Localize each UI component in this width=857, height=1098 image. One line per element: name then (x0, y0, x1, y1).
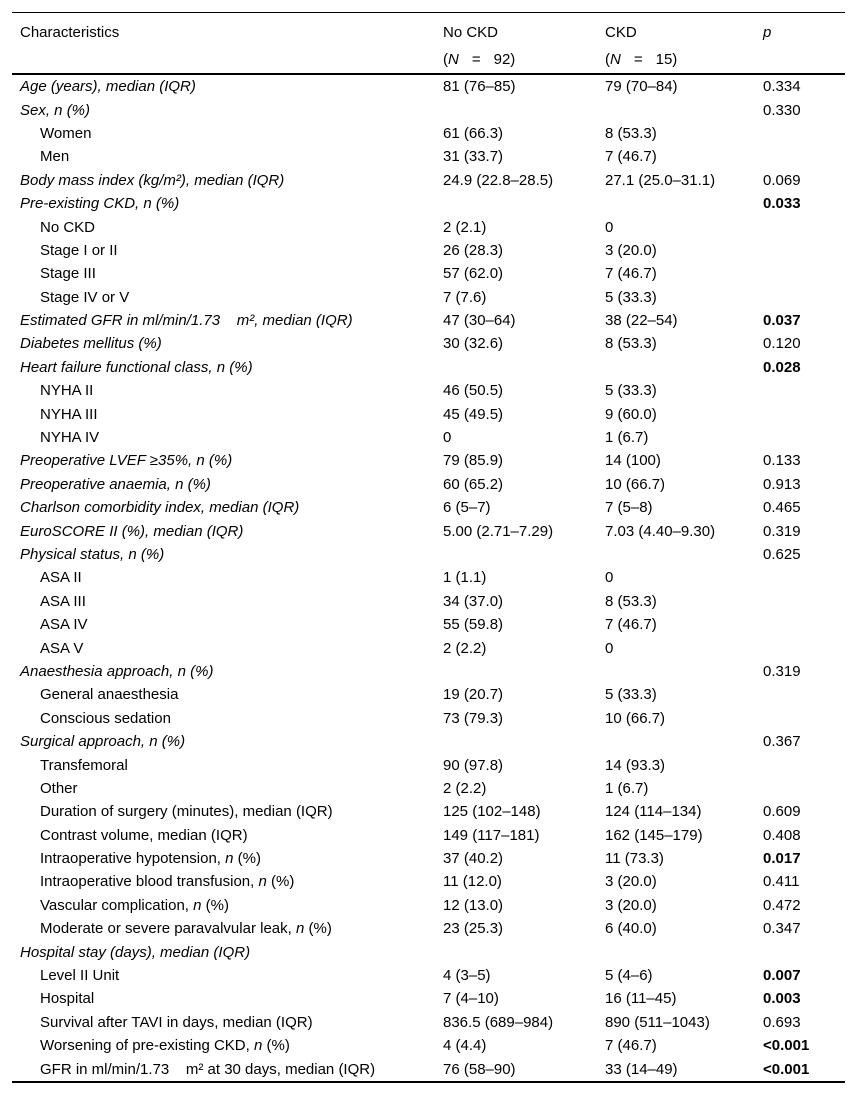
no-ckd-value: 7 (7.6) (443, 288, 487, 306)
table-row (12, 613, 845, 636)
no-ckd-value: 47 (30–64) (443, 312, 516, 330)
row-label: Age (years), median (IQR) (20, 78, 196, 96)
table-row (12, 590, 845, 613)
row-label: Vascular complication, n (%) (40, 896, 229, 914)
ckd-value: 33 (14–49) (605, 1060, 678, 1078)
ckd-value: 8 (53.3) (605, 592, 657, 610)
no-ckd-value: 30 (32.6) (443, 335, 504, 353)
no-ckd-value: 55 (59.8) (443, 616, 504, 634)
table-row (12, 1011, 845, 1034)
table-row (12, 543, 845, 566)
p-value: 0.347 (763, 920, 801, 938)
row-label: No CKD (40, 218, 96, 236)
row-label: Charlson comorbidity index, median (IQR) (20, 499, 300, 517)
column-header-ckd (605, 13, 763, 73)
row-label: Physical status, n (%) (20, 546, 165, 563)
ckd-value: 0 (605, 639, 614, 657)
no-ckd-value: 149 (117–181) (443, 826, 540, 844)
ckd-value: 5 (33.3) (605, 288, 657, 306)
table-row (12, 636, 845, 659)
table-row (12, 800, 845, 823)
table-row (12, 169, 845, 192)
ckd-value: 5 (33.3) (605, 382, 657, 400)
no-ckd-value: 2 (2.1) (443, 218, 487, 236)
no-ckd-value: 125 (102–148) (443, 803, 541, 821)
row-label: Preoperative LVEF ≥35%, n (%) (20, 452, 233, 470)
row-label: Heart failure functional class, n (%) (20, 358, 253, 376)
p-value: 0.007 (763, 967, 801, 985)
row-label: Hospital stay (days), median (IQR) (20, 943, 251, 961)
characteristics-header-label: Characteristics (20, 24, 120, 41)
no-ckd-value: 23 (25.3) (443, 920, 504, 938)
row-label: Anaesthesia approach, n (%) (20, 662, 214, 680)
table-row (12, 426, 845, 449)
table-row (12, 847, 845, 870)
ckd-value: 3 (20.0) (605, 241, 657, 259)
ckd-value: 5 (33.3) (605, 686, 657, 704)
no-ckd-value: 0 (443, 429, 452, 447)
no-ckd-sample-size: ( N = 92) (443, 51, 516, 68)
table-row (12, 870, 845, 893)
row-label: Body mass index (kg/m²), median (IQR) (20, 171, 285, 189)
p-value: 0.033 (763, 195, 801, 213)
row-label: Surgical approach, n (%) (20, 733, 186, 751)
table-row (12, 730, 845, 753)
row-label: Worsening of pre-existing CKD, n (%) (40, 1037, 290, 1055)
row-label: Duration of surgery (minutes), median (IQR) (40, 803, 333, 821)
patient-characteristics-table (12, 12, 845, 1083)
ckd-value: 10 (66.7) (605, 475, 666, 493)
no-ckd-value: 836.5 (689–984) (443, 1013, 554, 1031)
table-row (12, 239, 845, 262)
p-value: 0.003 (763, 990, 801, 1008)
ckd-header-label: CKD (605, 24, 637, 41)
p-value: 0.037 (763, 312, 801, 330)
row-label: Men (40, 148, 70, 166)
row-label: Diabetes mellitus (%) (20, 335, 162, 353)
ckd-value: 9 (60.0) (605, 405, 657, 423)
no-ckd-value: 4 (4.4) (443, 1037, 487, 1055)
p-value: 0.408 (763, 826, 801, 844)
no-ckd-value: 19 (20.7) (443, 686, 504, 704)
table-row (12, 262, 845, 285)
p-value: <0.001 (763, 1037, 810, 1055)
table-row (12, 987, 845, 1010)
no-ckd-value: 76 (58–90) (443, 1060, 516, 1078)
ckd-value: 7 (46.7) (605, 265, 657, 283)
p-value: 0.120 (763, 335, 801, 353)
p-value: 0.017 (763, 850, 801, 868)
table-row (12, 917, 845, 940)
row-label: ASA III (40, 592, 86, 610)
table-row (12, 379, 845, 402)
row-label: Other (40, 779, 78, 797)
row-label: Hospital (40, 990, 95, 1008)
row-label: GFR in ml/min/1.73 m² at 30 days, median (IQR) (40, 1060, 376, 1078)
no-ckd-value: 6 (5–7) (443, 499, 491, 517)
ckd-value: 7.03 (4.40–9.30) (605, 522, 716, 540)
ckd-value: 27.1 (25.0–31.1) (605, 171, 716, 189)
ckd-value: 16 (11–45) (605, 990, 677, 1008)
row-label: Level II Unit (40, 967, 120, 985)
ckd-value: 0 (605, 218, 614, 236)
row-label: Intraoperative hypotension, n (%) (40, 850, 261, 868)
ckd-value: 7 (46.7) (605, 1037, 657, 1055)
row-label: ASA V (40, 639, 84, 657)
p-value: 0.319 (763, 522, 801, 540)
no-ckd-value: 2 (2.2) (443, 779, 487, 797)
p-value: 0.133 (763, 452, 801, 470)
table-row (12, 449, 845, 472)
no-ckd-value: 37 (40.2) (443, 850, 504, 868)
ckd-value: 3 (20.0) (605, 873, 657, 891)
ckd-value: 124 (114–134) (605, 803, 702, 821)
table-row (12, 309, 845, 332)
p-value: 0.028 (763, 358, 801, 376)
no-ckd-value: 26 (28.3) (443, 241, 504, 259)
column-header-no-ckd (443, 13, 605, 73)
row-label: Pre-existing CKD, n (%) (20, 195, 180, 213)
row-label: NYHA III (40, 405, 98, 423)
table-row (12, 753, 845, 776)
no-ckd-value: 73 (79.3) (443, 709, 504, 727)
no-ckd-value: 12 (13.0) (443, 896, 504, 914)
ckd-value: 5 (4–6) (605, 967, 653, 985)
table-row (12, 940, 845, 963)
column-header-characteristics (12, 13, 443, 73)
table-row (12, 356, 845, 379)
ckd-value: 79 (70–84) (605, 78, 678, 96)
p-value: <0.001 (763, 1060, 810, 1078)
no-ckd-value: 61 (66.3) (443, 124, 504, 142)
ckd-value: 6 (40.0) (605, 920, 657, 938)
p-value: 0.913 (763, 475, 801, 493)
p-value: 0.330 (763, 101, 801, 119)
no-ckd-value: 34 (37.0) (443, 592, 504, 610)
no-ckd-value: 79 (85.9) (443, 452, 504, 470)
p-value: 0.465 (763, 499, 801, 517)
table-row (12, 683, 845, 706)
table-row (12, 519, 845, 542)
table-row (12, 286, 845, 309)
ckd-value: 162 (145–179) (605, 826, 703, 844)
table-row (12, 332, 845, 355)
ckd-value: 7 (46.7) (605, 616, 657, 634)
no-ckd-value: 81 (76–85) (443, 78, 516, 96)
no-ckd-value: 46 (50.5) (443, 382, 504, 400)
row-label: Preoperative anaemia, n (%) (20, 475, 211, 493)
row-label: NYHA IV (40, 429, 100, 447)
ckd-value: 8 (53.3) (605, 124, 657, 142)
no-ckd-value: 24.9 (22.8–28.5) (443, 171, 554, 189)
row-label: Contrast volume, median (IQR) (40, 826, 248, 844)
table-row (12, 707, 845, 730)
table-body (12, 75, 845, 1083)
table-row (12, 75, 845, 98)
p-value: 0.472 (763, 896, 801, 914)
column-header-p-value (763, 13, 845, 73)
ckd-value: 0 (605, 569, 614, 587)
no-ckd-header-label: No CKD (443, 24, 499, 41)
p-header-label: p (763, 24, 772, 41)
row-label: Women (40, 124, 92, 142)
row-label: Stage I or II (40, 241, 118, 259)
no-ckd-value: 57 (62.0) (443, 265, 504, 283)
table-row (12, 777, 845, 800)
ckd-value: 10 (66.7) (605, 709, 666, 727)
ckd-value: 3 (20.0) (605, 896, 657, 914)
row-label: NYHA II (40, 382, 94, 400)
table-row (12, 215, 845, 238)
table-row (12, 496, 845, 519)
ckd-value: 7 (5–8) (605, 499, 653, 517)
row-label: Sex, n (%) (20, 101, 91, 119)
table-row (12, 145, 845, 168)
row-label: Survival after TAVI in days, median (IQR) (40, 1013, 313, 1031)
table-row (12, 1034, 845, 1057)
row-label: EuroSCORE II (%), median (IQR) (20, 522, 244, 540)
ckd-value: 38 (22–54) (605, 312, 678, 330)
table-row (12, 402, 845, 425)
no-ckd-value: 2 (2.2) (443, 639, 487, 657)
p-value: 0.069 (763, 171, 801, 189)
ckd-value: 1 (6.7) (605, 779, 649, 797)
table-row (12, 473, 845, 496)
p-value: 0.367 (763, 733, 801, 751)
no-ckd-value: 60 (65.2) (443, 475, 504, 493)
table-row (12, 192, 845, 215)
table-row (12, 660, 845, 683)
ckd-value: 14 (100) (605, 452, 661, 470)
no-ckd-value: 11 (12.0) (443, 873, 502, 891)
no-ckd-value: 45 (49.5) (443, 405, 504, 423)
table-row (12, 122, 845, 145)
p-value: 0.625 (763, 546, 801, 563)
ckd-value: 7 (46.7) (605, 148, 657, 166)
row-label: Stage IV or V (40, 288, 130, 306)
no-ckd-value: 7 (4–10) (443, 990, 499, 1008)
no-ckd-value: 4 (3–5) (443, 967, 491, 985)
ckd-value: 11 (73.3) (605, 850, 664, 868)
table-row (12, 1057, 845, 1080)
table-row (12, 98, 845, 121)
ckd-value: 1 (6.7) (605, 429, 649, 447)
no-ckd-value: 31 (33.7) (443, 148, 504, 166)
p-value: 0.693 (763, 1013, 801, 1031)
no-ckd-value: 90 (97.8) (443, 756, 504, 774)
table-row (12, 824, 845, 847)
table-row (12, 894, 845, 917)
ckd-value: 14 (93.3) (605, 756, 666, 774)
p-value: 0.411 (763, 873, 800, 891)
no-ckd-value: 5.00 (2.71–7.29) (443, 522, 554, 540)
p-value: 0.334 (763, 78, 801, 96)
row-label: ASA II (40, 569, 82, 587)
ckd-sample-size: ( N = 15) (605, 51, 678, 68)
table-row (12, 566, 845, 589)
row-label: Conscious sedation (40, 709, 171, 727)
row-label: Estimated GFR in ml/min/1.73 m², median (IQR) (20, 312, 353, 330)
ckd-value: 890 (511–1043) (605, 1013, 710, 1031)
row-label: General anaesthesia (40, 686, 179, 704)
p-value: 0.319 (763, 662, 801, 680)
row-label: Transfemoral (40, 756, 128, 774)
table-header (12, 12, 845, 75)
table-row (12, 964, 845, 987)
no-ckd-value: 1 (1.1) (443, 569, 487, 587)
row-label: Moderate or severe paravalvular leak, n (%) (40, 920, 332, 938)
ckd-value: 8 (53.3) (605, 335, 657, 353)
p-value: 0.609 (763, 803, 801, 821)
row-label: Intraoperative blood transfusion, n (%) (40, 873, 295, 891)
row-label: ASA IV (40, 616, 88, 634)
row-label: Stage III (40, 265, 96, 283)
